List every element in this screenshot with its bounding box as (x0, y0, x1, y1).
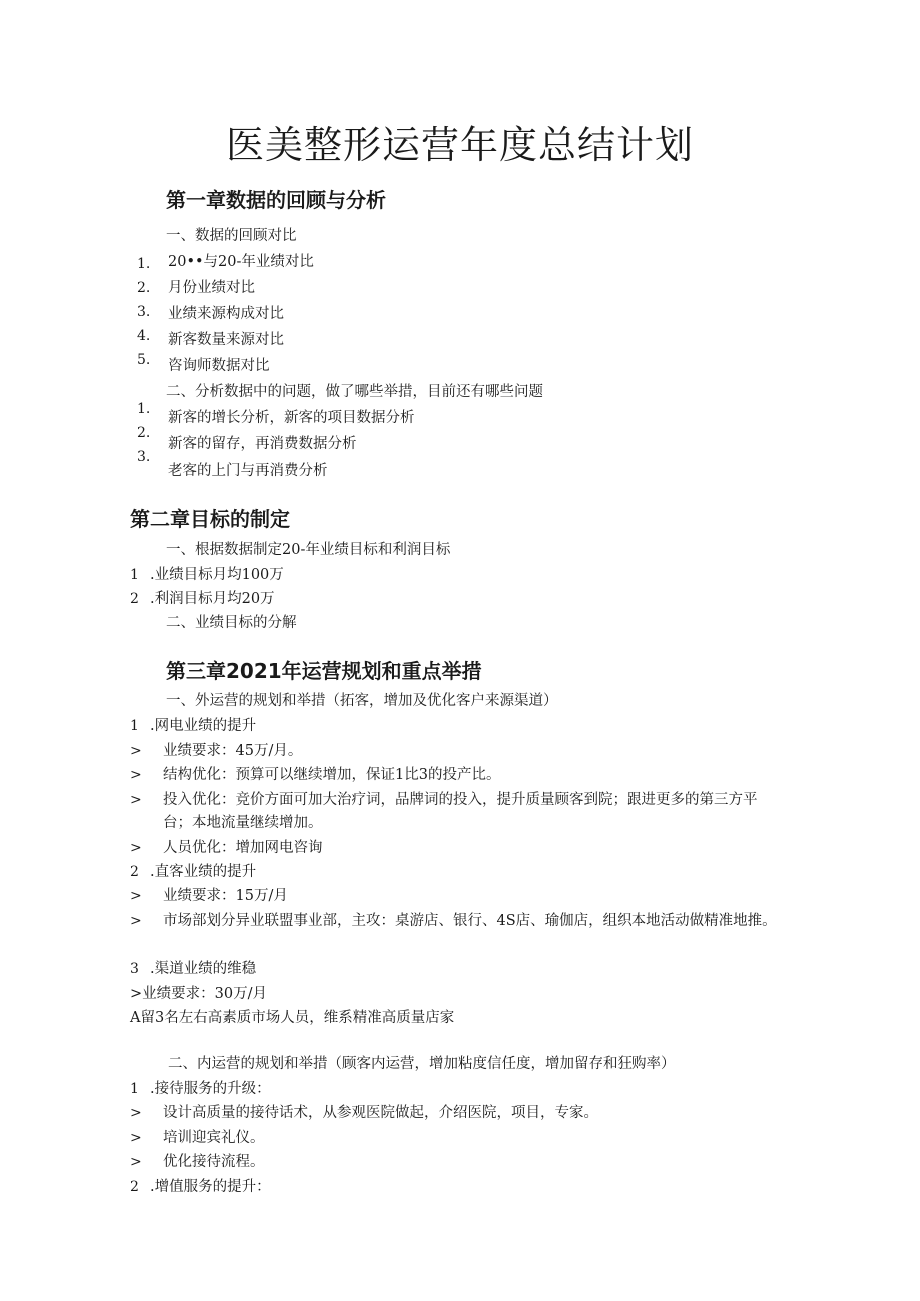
list-number: 1 (130, 567, 139, 583)
list-item: .渠道业绩的维稳 (150, 961, 257, 977)
list-item: .增值服务的提升： (150, 1179, 271, 1195)
list-number: 2 (130, 864, 139, 880)
chapter-2-heading: 第二章目标的制定 (130, 507, 290, 531)
list-item: 咨询师数据对比 (168, 358, 270, 374)
bullet-item: 优化接待流程。 (163, 1154, 265, 1170)
bullet-item-wrapped: 市场部划分异业联盟事业部，主攻：桌游店、银行、4S店、瑜伽店，组织本地活动做精准地推。 (163, 913, 777, 929)
bullet-item: 培训迎宾礼仪。 (163, 1130, 265, 1146)
list-item: .接待服务的升级： (150, 1081, 271, 1097)
chapter-1-heading: 第一章数据的回顾与分析 (166, 188, 386, 212)
ch3-section-2-heading: 二、内运营的规划和举措（顾客内运营，增加粘度信任度，增加留存和狂购率） (168, 1056, 676, 1072)
bullet-marker: > (130, 913, 142, 929)
list-number: 3. (137, 449, 151, 465)
list-number: 5. (137, 352, 151, 368)
list-item: 业绩来源构成对比 (168, 306, 284, 322)
bullet-marker: > (130, 792, 142, 808)
list-number: 1 (130, 718, 139, 734)
list-number: 1. (137, 401, 151, 417)
ch1-section-2-heading: 二、分析数据中的问题，做了哪些举措，目前还有哪些问题 (166, 384, 543, 400)
bullet-item: 设计高质量的接待话术，从参观医院做起，介绍医院，项目，专家。 (163, 1105, 598, 1121)
list-item: 月份业绩对比 (168, 280, 255, 296)
bullet-item: 业绩要求：45万/月。 (163, 743, 303, 759)
ch3-section-1-heading: 一、外运营的规划和举措（拓客，增加及优化客户来源渠道） (166, 693, 558, 709)
ch2-section-2-heading: 二、业绩目标的分解 (166, 615, 297, 631)
list-number: 1 (130, 1081, 139, 1097)
chapter-3-heading: 第三章2021年运营规划和重点举措 (166, 659, 482, 683)
list-number: 2. (137, 425, 151, 441)
bullet-marker: > (130, 1105, 142, 1121)
bullet-marker: > (130, 840, 142, 856)
bullet-marker: > (130, 1130, 142, 1146)
bullet-item: 业绩要求：15万/月 (163, 888, 288, 904)
list-number: 2 (130, 591, 139, 607)
list-item: .直客业绩的提升 (150, 864, 257, 880)
ch2-section-1-heading: 一、根据数据制定20-年业绩目标和利润目标 (166, 542, 451, 558)
bullet-item: 结构优化：预算可以继续增加，保证1比3的投产比。 (163, 767, 501, 783)
bullet-item: 人员优化：增加网电咨询 (163, 840, 323, 856)
list-number: 2. (137, 280, 151, 296)
list-item: 20••与20-年业绩对比 (168, 254, 314, 270)
bullet-item-wrapped: 投入优化：竞价方面可加大治疗词，品牌词的投入，提升质量顾客到院；跟进更多的第三方平台；本地流量继续增加。 (163, 792, 758, 831)
list-item: .业绩目标月均100万 (150, 567, 284, 583)
list-item: .利润目标月均20万 (150, 591, 275, 607)
bullet-marker: > (130, 1154, 142, 1170)
list-number: 4. (137, 328, 151, 344)
bullet-marker: > (130, 888, 142, 904)
list-item: 新客数量来源对比 (168, 332, 284, 348)
list-item: .网电业绩的提升 (150, 718, 257, 734)
text-line: >业绩要求：30万/月 (130, 986, 267, 1002)
list-item: 新客的留存，再消费数据分析 (168, 436, 357, 452)
list-number: 3 (130, 961, 139, 977)
page-title: 医美整形运营年度总结计划 (225, 123, 694, 167)
text-line: A留3名左右高素质市场人员，维系精准高质量店家 (130, 1010, 455, 1026)
bullet-marker: > (130, 743, 142, 759)
bullet-marker: > (130, 767, 142, 783)
list-number: 2 (130, 1179, 139, 1195)
ch1-section-1-heading: 一、数据的回顾对比 (166, 228, 297, 244)
list-item: 新客的增长分析，新客的项目数据分析 (168, 410, 415, 426)
list-number: 1. (137, 256, 151, 272)
list-item: 老客的上门与再消费分析 (168, 463, 328, 479)
list-number: 3. (137, 304, 151, 320)
